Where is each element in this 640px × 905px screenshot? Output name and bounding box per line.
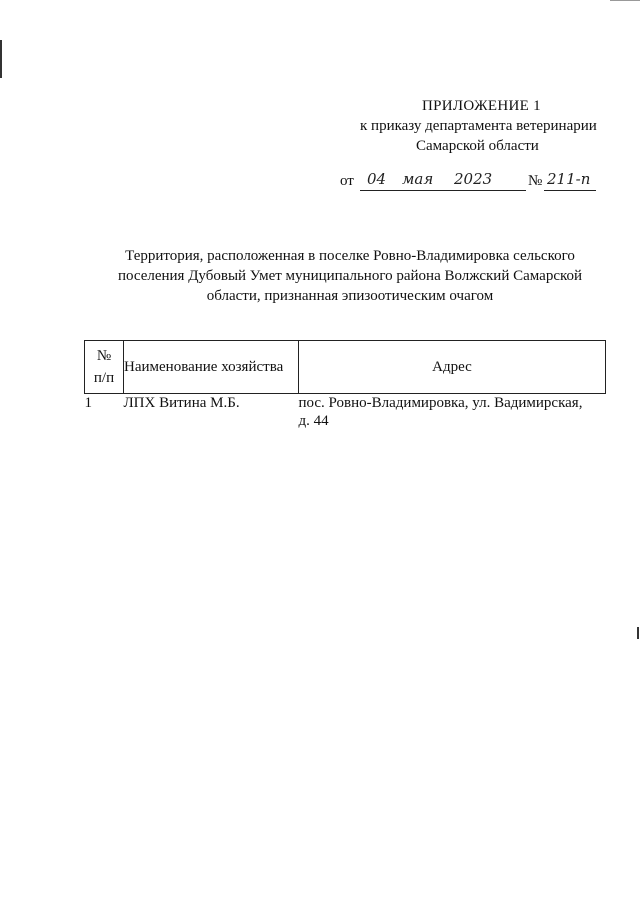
appendix-subtitle: к приказу департамента ветеринарии <box>360 118 597 134</box>
header-number-sign: № <box>96 348 112 364</box>
header-address: Адрес <box>299 341 606 394</box>
table-header-row <box>85 341 606 394</box>
header-farm-name: Наименование хозяйства <box>124 341 299 394</box>
order-number: 211-п <box>547 170 591 188</box>
table-row <box>85 394 606 431</box>
order-date-line <box>340 170 610 195</box>
farm-address-table <box>84 340 606 430</box>
from-label: от <box>340 173 354 189</box>
date-year: 2023 <box>454 170 493 188</box>
header-number <box>85 341 124 394</box>
appendix-title: ПРИЛОЖЕНИЕ 1 <box>422 98 541 114</box>
number-label: № <box>528 173 543 189</box>
title-line-2: поселения Дубовый Умет муниципального района Волжский Самарской <box>117 268 583 284</box>
scan-edge-mark <box>637 627 639 639</box>
appendix-region: Самарской области <box>416 138 539 154</box>
document-title <box>90 246 610 306</box>
row-farm-name: ЛПХ Витина М.Б. <box>123 395 240 411</box>
scan-edge-mark <box>610 0 640 1</box>
title-line-3: области, признанная эпизоотическим очагом <box>206 288 494 304</box>
appendix-header <box>340 96 610 156</box>
number-underline <box>544 190 596 191</box>
header-number-pp: п/п <box>93 370 115 386</box>
title-line-1: Территория, расположенная в поселке Ровно-Владимировка сельского <box>125 248 575 264</box>
scan-edge-mark <box>0 40 2 78</box>
row-address-line-1: пос. Ровно-Владимировка, ул. Вадимирская, <box>298 395 583 411</box>
date-month: мая <box>402 170 434 188</box>
date-day: 04 <box>367 170 387 188</box>
row-address-line-2: д. 44 <box>298 413 329 429</box>
row-number: 1 <box>84 395 92 411</box>
date-underline <box>360 190 526 191</box>
row-address <box>299 394 606 431</box>
